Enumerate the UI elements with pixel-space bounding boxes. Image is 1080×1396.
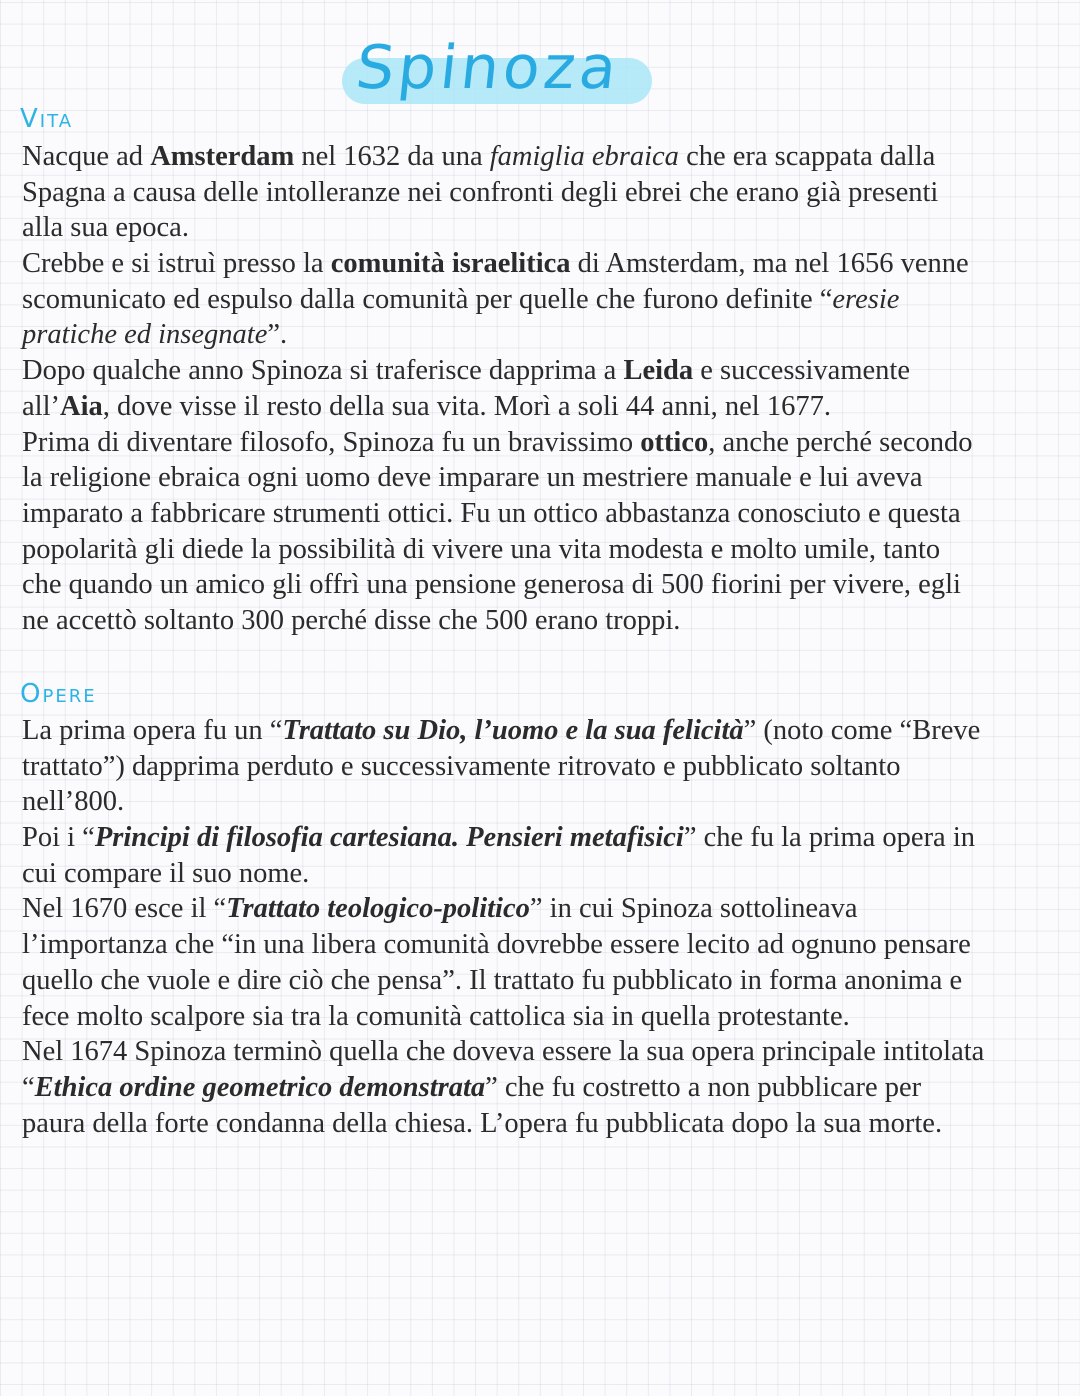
text-run: che quando un amico gli offrì una pensione generosa di 500 fiorini per vivere, egli (22, 569, 961, 601)
text-run: quello che vuole e dire ciò che pensa”. Il trattato fu pubblicato in forma anonima e (22, 964, 963, 996)
text-run: ” (noto come “Breve (743, 715, 981, 746)
text-run: Crebbe e si istruì presso la (22, 248, 331, 280)
text-line (22, 999, 1074, 1035)
text-line (22, 460, 1074, 496)
text-run: “ (22, 1071, 35, 1103)
text-run: Nacque ad (22, 141, 151, 172)
text-run: Nel 1674 Spinoza terminò quella che doveva essere la sua opera principale intitolata (22, 1036, 985, 1068)
work-title: Principi di filosofia cartesiana. Pensieri metafisici (94, 822, 684, 854)
text-line (22, 1070, 1074, 1106)
title-block (342, 14, 654, 110)
emphasis-italic: eresie (832, 283, 900, 315)
text-line (22, 713, 1074, 749)
text-run: l’importanza che “in una libera comunità dovrebbe essere lecito ad ognuno pensare (22, 929, 971, 961)
emphasis-bold: ottico (640, 426, 709, 458)
section-body-vita (22, 139, 1074, 639)
emphasis-bold: Leida (623, 355, 694, 387)
text-run: alla sua epoca. (22, 212, 189, 244)
emphasis-bold: Amsterdam (150, 141, 295, 172)
text-line (22, 175, 1074, 211)
text-run: la religione ebraica ogni uomo deve imparare un mestriere manuale e lui aveva (22, 462, 923, 494)
text-run: ” che fu costretto a non pubblicare per (485, 1071, 922, 1103)
emphasis-bold-italic (95, 822, 684, 853)
text-line (22, 389, 1074, 425)
text-line (22, 963, 1074, 999)
text-run: nell’800. (22, 786, 125, 818)
text-line (22, 496, 1074, 532)
text-run: all’ (22, 390, 60, 422)
text-run: , dove visse il resto della sua vita. Morì a soli 44 anni, nel 1677. (102, 390, 831, 422)
text-run: imparato a fabbricare strumenti ottici. Fu un ottico abbastanza conosciuto e questa (22, 497, 961, 529)
text-line (22, 784, 1074, 820)
text-run: cui compare il suo nome. (22, 857, 310, 889)
text-run: Nel 1670 esce il “ (22, 893, 227, 925)
text-run: popolarità gli diede la possibilità di vivere una vita modesta e molto umile, tanto (22, 533, 941, 565)
text-line (22, 856, 1074, 892)
emphasis-bold: comunità israelitica (330, 248, 571, 280)
text-line (22, 927, 1074, 963)
text-run: ” che fu la prima opera in (683, 822, 976, 854)
emphasis-bold-italic (35, 1072, 485, 1103)
text-line (22, 246, 1074, 282)
text-run: paura della forte condanna della chiesa. L’opera fu pubblicata dopo la sua morte. (22, 1107, 943, 1139)
section-body-opere (22, 713, 1074, 1141)
text-line (22, 282, 1074, 318)
text-run: fece molto scalpore sia tra la comunità cattolica sia in quella protestante. (22, 1000, 850, 1032)
text-line (22, 603, 1074, 639)
work-title: Trattato su Dio, l’uomo e la sua felicità (282, 715, 744, 746)
text-line (22, 1034, 1074, 1070)
text-run: Prima di diventare filosofo, Spinoza fu un bravissimo (22, 426, 641, 458)
text-run: di Amsterdam, ma nel 1656 venne (570, 248, 969, 280)
text-line (22, 1106, 1074, 1142)
title-lettering (342, 14, 654, 124)
text-line (22, 532, 1074, 568)
text-run: scomunicato ed espulso dalla comunità per quelle che furono definite “ (22, 283, 833, 315)
text-run: Poi i “ (22, 822, 95, 854)
work-title: Trattato teologico-politico (226, 893, 530, 925)
text-run: nel 1632 da una (294, 141, 490, 172)
text-line (22, 210, 1074, 246)
text-line (22, 891, 1074, 927)
text-line (22, 567, 1074, 603)
text-line (22, 317, 1074, 353)
text-line (22, 820, 1074, 856)
section-heading-opere: Opere (20, 679, 97, 709)
text-line (22, 425, 1074, 461)
text-run: ne accettò soltanto 300 perché disse che 500 erano troppi. (22, 604, 681, 636)
emphasis-bold-italic (282, 715, 743, 746)
work-title: Ethica ordine geometrico demonstrata (34, 1071, 486, 1103)
text-run: ” in cui Spinoza sottolineava (529, 893, 858, 925)
text-run: , anche perché secondo (708, 426, 973, 458)
text-run: che era scappata dalla (678, 141, 936, 172)
text-run: ”. (267, 319, 288, 351)
emphasis-bold-italic (226, 893, 530, 924)
emphasis-italic: pratiche ed insegnate (22, 319, 268, 351)
page-title: Spinoza (352, 33, 624, 103)
text-line (22, 139, 1074, 175)
section-heading-vita: Vita (20, 104, 74, 134)
text-run: La prima opera fu un “ (22, 715, 283, 746)
text-line (22, 353, 1074, 389)
text-run: Dopo qualche anno Spinoza si traferisce dapprima a (22, 355, 624, 387)
emphasis-italic: famiglia ebraica (489, 141, 679, 172)
text-run: e successivamente (693, 355, 910, 387)
emphasis-bold: Aia (59, 390, 103, 422)
text-run: trattato”) dapprima perduto e successivamente ritrovato e pubblicato soltanto (22, 750, 901, 782)
text-run: Spagna a causa delle intolleranze nei confronti degli ebrei che erano già presenti (22, 176, 939, 208)
text-line (22, 749, 1074, 785)
